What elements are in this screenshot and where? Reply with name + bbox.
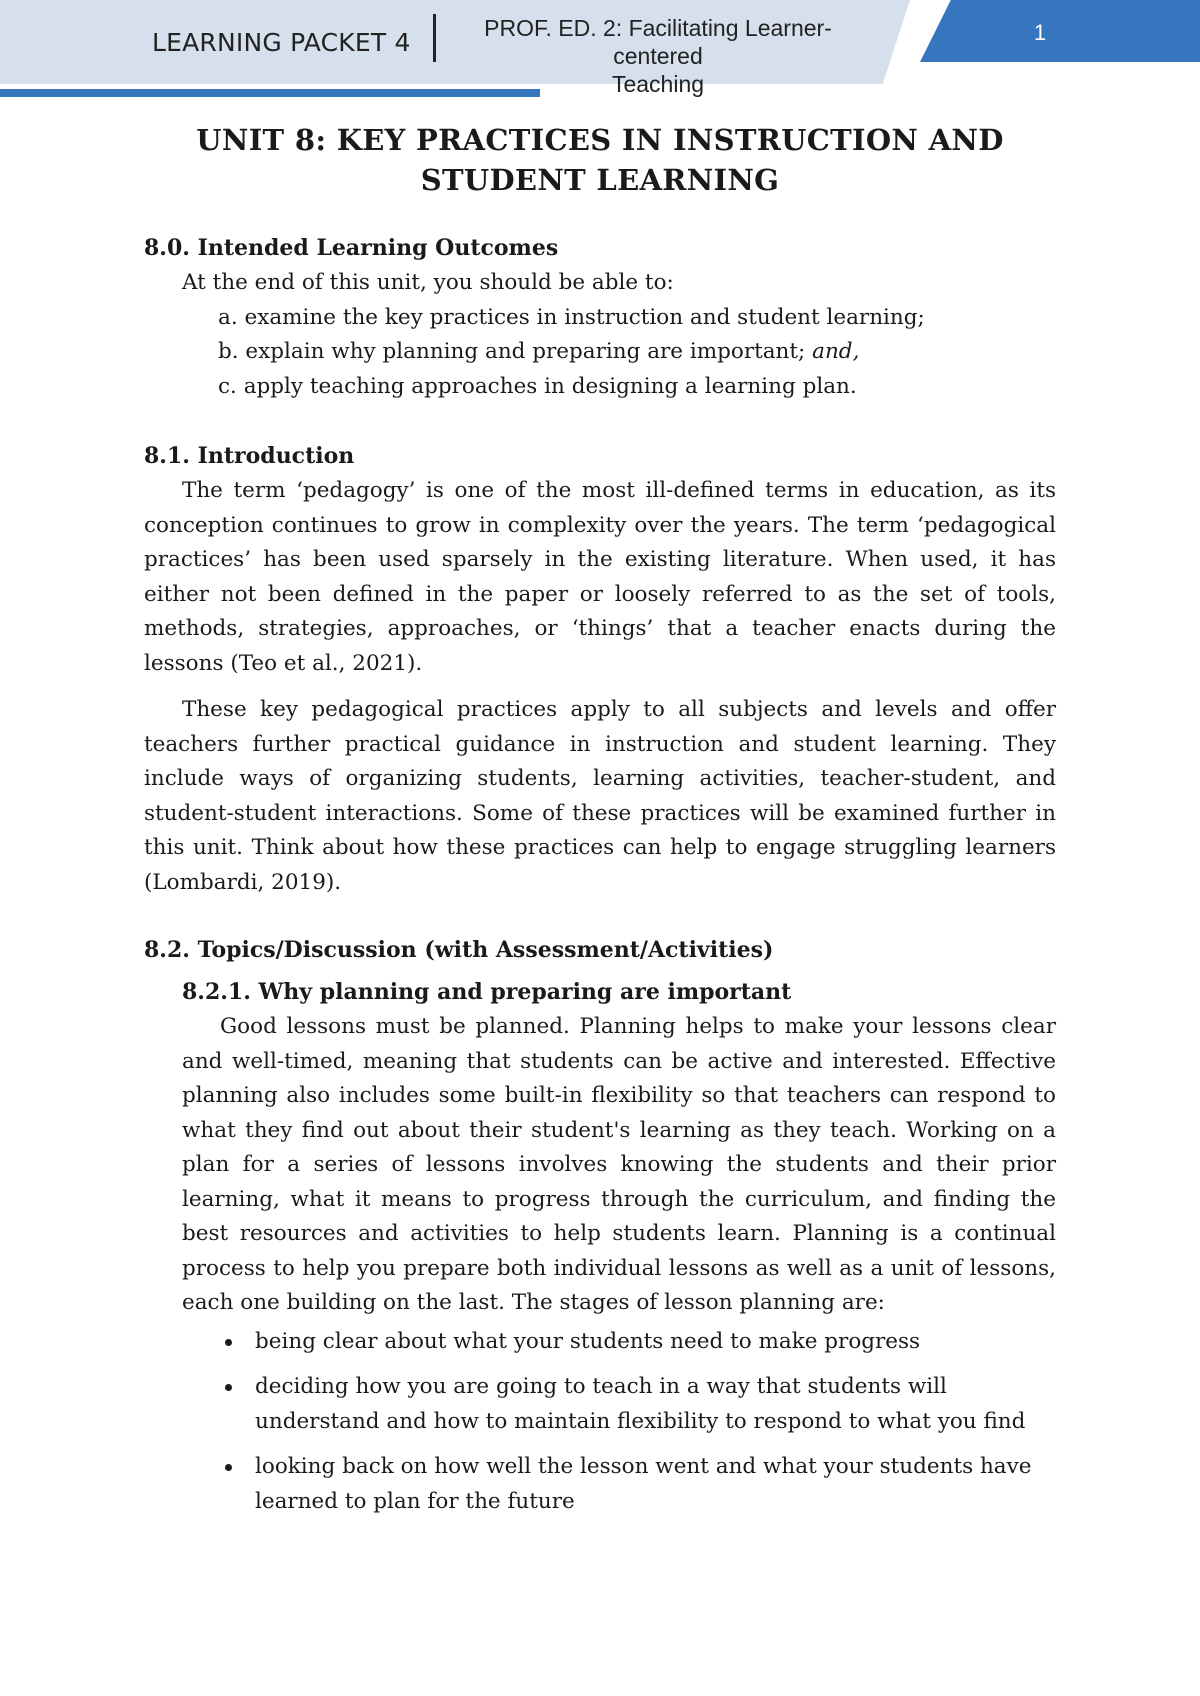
list-item [255, 1450, 1056, 1519]
bullet-icon [225, 1339, 232, 1346]
packet-label: LEARNING PACKET 4 [152, 28, 411, 57]
course-title-line2: Teaching [611, 71, 705, 97]
list-item-text: being clear about what your students need to make progress [255, 1328, 921, 1354]
list-item [255, 1370, 1056, 1439]
outcome-item: a. examine the key practices in instruction and student learning; [218, 304, 925, 330]
bullet-icon [225, 1384, 232, 1391]
section-heading: 8.0. Intended Learning Outcomes [144, 235, 559, 261]
page-number: 1 [1033, 20, 1047, 45]
list-item-text: deciding how you are going to teach in a way that students will understand and how to maintain flexibility to respond to what you find [255, 1374, 1026, 1434]
section-learning-outcomes [144, 230, 1056, 404]
header-separator [433, 14, 436, 62]
document-body [144, 120, 1056, 1530]
outcomes-intro: At the end of this unit, you should be able to: [182, 270, 674, 295]
course-title-line1: PROF. ED. 2: Facilitating Learner-centered [484, 15, 832, 69]
outcome-text: b. explain why planning and preparing are important; [218, 339, 806, 364]
unit-title: UNIT 8: KEY PRACTICES IN INSTRUCTION AND STUDENT LEARNING [196, 123, 1004, 197]
page-number-tab [920, 0, 1200, 62]
section-introduction [144, 438, 1056, 900]
paragraph: These key pedagogical practices apply to all subjects and levels and offer teachers further practical guidance in instruction and student learning. They include ways of organizing students, learning activities, teacher-student, and student-student interactions. Some of these practices will be examined further in this unit. Think about how these practices can help to engage struggling learners (Lombardi, 2019). [144, 697, 1056, 895]
outcome-conjunction: and, [812, 339, 860, 364]
section-topics [144, 932, 1056, 1519]
subsection-planning [144, 974, 1056, 1519]
subsection-heading: 8.2.1. Why planning and preparing are important [182, 979, 792, 1005]
planning-stages-list [182, 1325, 1056, 1520]
outcome-item: c. apply teaching approaches in designing a learning plan. [218, 373, 857, 399]
bullet-icon [225, 1464, 232, 1471]
section-heading: 8.2. Topics/Discussion (with Assessment/Activities) [144, 937, 774, 963]
outcome-item [218, 335, 1056, 370]
section-heading: 8.1. Introduction [144, 443, 355, 469]
outcomes-list [144, 301, 1056, 405]
course-title [448, 14, 868, 98]
list-item [255, 1325, 1056, 1360]
paragraph: Good lessons must be planned. Planning helps to make your lessons clear and well-timed, meaning that students can be active and interested. Effective planning also includes some built-in flexibility so that teachers can respond to what they find out about their student's learning as they teach. Working on a plan for a series of lessons involves knowing the students and their prior learning, what it means to progress through the curriculum, and finding the best resources and activities to help students learn. Planning is a continual process to help you prepare both individual lessons as well as a unit of lessons, each one building on the last. The stages of lesson planning are: [182, 1014, 1056, 1315]
list-item-text: looking back on how well the lesson went and what your students have learned to plan for the future [255, 1454, 1032, 1514]
paragraph: The term ‘pedagogy’ is one of the most ill-defined terms in education, as its conception continues to grow in complexity over the years. The term ‘pedagogical practices’ has been used sparsely in the existing literature. When used, it has either not been defined in the paper or loosely referred to as the set of tools, methods, strategies, approaches, or ‘things’ that a teacher enacts during the lessons (Teo et al., 2021). [144, 478, 1056, 676]
